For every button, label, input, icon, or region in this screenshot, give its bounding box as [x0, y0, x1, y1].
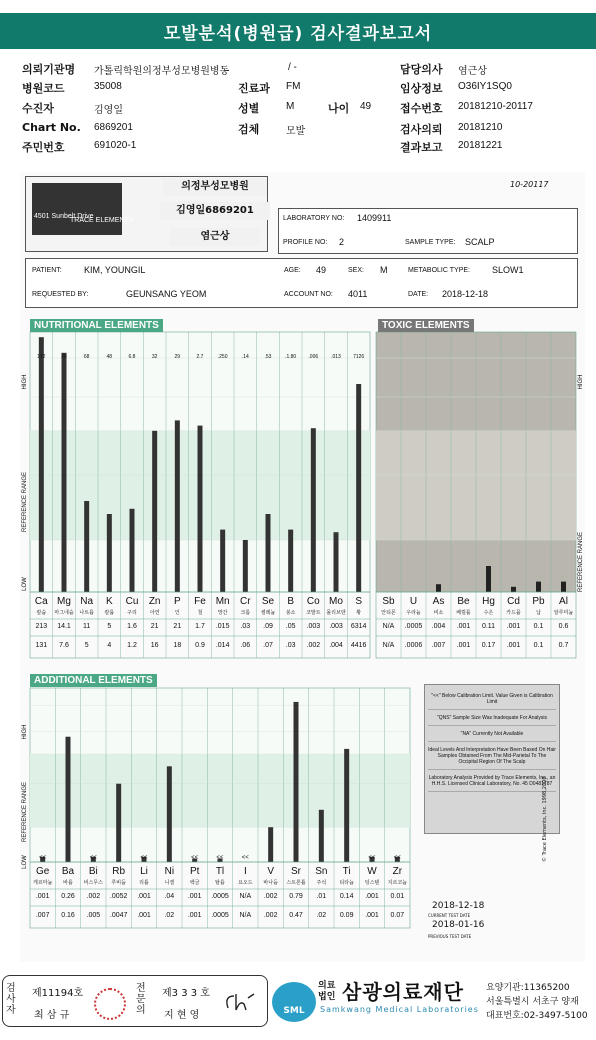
element-korean: 망간: [217, 610, 228, 616]
side-reference: REFERENCE RANGE: [22, 471, 28, 533]
element-korean: 칼륨: [104, 610, 115, 616]
tick-label: 29: [174, 354, 181, 360]
age-value: 49: [360, 101, 372, 112]
profile: 2: [339, 237, 345, 247]
bar-B: [288, 530, 293, 592]
current-value: 6314: [350, 623, 367, 630]
side-high: HIGH: [578, 374, 584, 390]
element-korean: 크롬: [240, 610, 251, 616]
below-limit-marker: <<: [39, 855, 47, 861]
previous-value: 4416: [350, 642, 367, 649]
previous-value: 0.1: [533, 642, 544, 649]
tick-label: .013: [331, 354, 341, 360]
element-symbol: Cd: [507, 596, 520, 607]
current-value: .002: [263, 893, 278, 900]
previous-value: 131: [35, 642, 48, 649]
tick-label: 2.7: [196, 354, 204, 360]
tick-label: .1.80: [285, 354, 297, 360]
current-value: .002: [86, 893, 101, 900]
element-korean: 텅스텐: [364, 880, 380, 886]
side-low: LOW: [22, 855, 28, 869]
header-value: 20181221: [458, 140, 503, 151]
tech-name: 최 삼 규: [34, 1010, 70, 1021]
element-symbol: Ni: [164, 866, 175, 877]
header-label: 병원코드: [22, 82, 65, 95]
previous-value: .001: [187, 912, 202, 919]
metabolic-label: METABOLIC TYPE:: [408, 267, 470, 274]
date-label: DATE:: [408, 291, 429, 298]
current-value: 21: [150, 623, 159, 630]
bar-Cr: [243, 540, 248, 592]
previous-date: 2018-01-16: [432, 920, 485, 930]
current-value: .001: [456, 623, 471, 630]
bar-Na: [84, 501, 89, 592]
element-symbol: Ca: [34, 596, 48, 607]
age-label: 나이: [328, 102, 350, 115]
logo-address: 4501 Sunbelt Drive: [34, 213, 94, 220]
previous-value: .002: [263, 912, 278, 919]
current-value: 1.6: [127, 623, 137, 630]
sex-label: SEX:: [348, 267, 364, 274]
element-symbol: Hg: [482, 596, 495, 607]
lab-no: 1409911: [357, 213, 392, 223]
element-symbol: Tl: [215, 866, 225, 877]
tick-label: 32: [151, 354, 158, 360]
sml-logo: SML: [272, 982, 316, 1022]
header-label: 담당의사: [400, 63, 443, 76]
current-value: 0.11: [481, 623, 496, 630]
element-symbol: Be: [457, 596, 470, 607]
spec-label: 전문의: [136, 983, 146, 1016]
section-nutritional: NUTRITIONAL ELEMENTS: [30, 319, 163, 332]
element-korean: 셀레늄: [260, 610, 276, 616]
current-value: N/A: [239, 893, 252, 900]
current-value: .001: [35, 893, 50, 900]
hair-analysis-scan: [20, 172, 585, 962]
stamp-patient: 김영일6869201: [160, 202, 270, 220]
element-symbol: Mg: [57, 596, 71, 607]
previous-value: N/A: [382, 642, 395, 649]
element-symbol: V: [267, 866, 275, 877]
current-value: .001: [137, 893, 151, 900]
tick-label: 7126: [353, 354, 365, 360]
element-korean: 리튬: [139, 880, 149, 886]
tick-label: .14: [241, 354, 249, 360]
sex: M: [380, 265, 388, 275]
header-label: 검사의뢰: [400, 123, 443, 136]
element-korean: 니켈: [164, 880, 175, 886]
note-item: "QNS" Sample Size Was Inadequate For Analysis: [428, 715, 556, 726]
element-korean: 구리: [127, 610, 137, 616]
patient-label: PATIENT:: [32, 267, 62, 274]
element-korean: 황: [356, 610, 362, 616]
profile-label: PROFILE NO:: [283, 239, 328, 246]
below-limit-marker: <<: [89, 855, 97, 861]
element-korean: 수은: [483, 610, 494, 616]
header-value: FM: [286, 81, 301, 92]
previous-value: .0005: [211, 912, 229, 919]
previous-value: .02: [164, 912, 175, 919]
element-korean: 탈륨: [215, 880, 225, 886]
previous-value: 0.7: [558, 642, 569, 649]
note-item: Laboratory Analysis Provided by Trace Elements, Inc., an H.H.S. Licensed Clinical Laboratory, No. 45 D0481787: [428, 775, 556, 792]
element-korean: 바나듐: [263, 880, 278, 886]
element-korean: 루비듐: [111, 880, 126, 886]
org-name: 삼광의료재단: [342, 980, 464, 1004]
element-korean: 비소: [433, 610, 444, 616]
side-reference: REFERENCE RANGE: [578, 531, 584, 593]
current-value: 21: [173, 623, 182, 630]
header-value: 20181210-20117: [458, 101, 533, 112]
bar-S: [356, 384, 361, 592]
element-korean: 코발트: [306, 610, 321, 616]
previous-value: 5: [84, 642, 89, 649]
bar-Co: [311, 428, 316, 592]
bar-Rb: [116, 784, 121, 862]
stamp-hospital: 의정부성모병원: [163, 178, 267, 196]
header-label: 주민번호: [22, 141, 65, 154]
element-symbol: Sr: [291, 866, 301, 877]
element-symbol: As: [432, 596, 445, 607]
previous-value: .06: [240, 642, 251, 649]
current-value: 0.79: [289, 893, 303, 900]
element-korean: 나트륨: [79, 610, 94, 616]
bar-Cu: [130, 509, 135, 592]
sample-label: SAMPLE TYPE:: [405, 239, 456, 246]
element-korean: 베릴륨: [456, 610, 471, 616]
element-korean: 납: [536, 610, 541, 616]
header-label: 성별: [238, 102, 260, 115]
element-symbol: S: [355, 596, 363, 607]
below-limit-marker: <<: [191, 855, 199, 861]
logo-text: TRACE ELEMENTS: [70, 217, 134, 224]
bar-Zn: [152, 431, 157, 592]
notes-box: [424, 684, 560, 834]
current-value: N/A: [382, 623, 395, 630]
element-korean: 바륨: [63, 880, 73, 886]
element-korean: 티타늄: [339, 880, 354, 886]
element-symbol: Na: [80, 596, 94, 607]
element-korean: 우라늄: [406, 610, 421, 616]
patient: KIM, YOUNGIL: [84, 265, 146, 275]
bar-Sn: [319, 810, 324, 862]
tick-label: 20: [61, 354, 67, 360]
header-label: 임상정보: [400, 82, 443, 95]
previous-value: .002: [306, 642, 321, 649]
previous-value: 18: [173, 642, 182, 649]
previous-value: .07: [263, 642, 273, 649]
bar-Mg: [62, 353, 67, 592]
element-korean: 스트론튬: [286, 880, 306, 886]
current-value: 0.26: [61, 893, 75, 900]
previous-value: 7.6: [59, 642, 69, 649]
tick-label: .250: [217, 354, 228, 360]
bar-Cd: [511, 587, 516, 592]
previous-value: .007: [431, 642, 446, 649]
current-label: CURRENT TEST DATE: [428, 913, 471, 918]
previous-value: .007: [35, 912, 50, 919]
signature-icon: [222, 990, 258, 1016]
current-value: .04: [164, 893, 175, 900]
current-value: .0052: [109, 893, 128, 900]
bar-Sr: [294, 702, 299, 862]
note-item: "NA" Currently Not Available: [428, 731, 556, 742]
header-value: M: [286, 101, 295, 112]
tick-label: 172: [37, 354, 46, 360]
element-korean: 몰리브덴: [326, 610, 346, 616]
current-value: .003: [329, 623, 343, 630]
element-symbol: Mn: [215, 596, 230, 607]
element-korean: 비스무스: [83, 880, 103, 886]
side-high: HIGH: [22, 724, 28, 740]
date: 2018-12-18: [442, 289, 489, 299]
header-label: 의뢰기관명: [22, 63, 76, 76]
requested: GEUNSANG YEOM: [126, 289, 207, 299]
current-value: 1.7: [195, 623, 205, 630]
below-limit-marker: <<: [393, 855, 401, 861]
element-symbol: Zn: [148, 596, 161, 607]
element-korean: 지르코늄: [387, 880, 407, 886]
element-symbol: Co: [306, 596, 320, 607]
current-value: .0005: [211, 893, 229, 900]
previous-label: PREVIOUS TEST DATE: [428, 934, 472, 939]
header-value: 김영일: [94, 105, 123, 116]
bar-Pb: [536, 582, 541, 592]
element-symbol: Sn: [315, 866, 328, 877]
previous-value: N/A: [239, 912, 252, 919]
bar-K: [107, 514, 112, 592]
element-korean: 안티몬: [381, 610, 396, 616]
bar-Ni: [167, 766, 172, 862]
account-label: ACCOUNT NO:: [284, 291, 333, 298]
element-symbol: U: [409, 596, 418, 607]
below-limit-marker: <<: [241, 855, 249, 861]
header-label: 접수번호: [400, 102, 443, 115]
previous-value: 0.17: [481, 642, 496, 649]
seal-icon: [94, 988, 126, 1020]
spec-no: 제3 3 3 호: [162, 988, 210, 999]
element-symbol: Se: [261, 596, 275, 607]
previous-value: 0.07: [390, 912, 405, 919]
ward-value: / -: [288, 62, 297, 73]
previous-value: 0.09: [339, 912, 354, 919]
current-value: .001: [365, 893, 379, 900]
tick-label: 48: [106, 354, 113, 360]
element-korean: 붕소: [285, 610, 296, 616]
element-symbol: Al: [559, 596, 568, 607]
stamp-doctor: 염근상: [170, 228, 260, 246]
org-code: 요양기관:11365200: [486, 983, 570, 993]
handwritten-id: 10-20117: [510, 180, 549, 189]
tick-label: 68: [83, 354, 90, 360]
previous-value: 4: [107, 642, 112, 649]
previous-value: 0.47: [289, 912, 303, 919]
element-symbol: W: [367, 866, 377, 877]
reference-band: [30, 754, 410, 827]
previous-value: .001: [506, 642, 521, 649]
element-symbol: Cu: [125, 596, 139, 607]
org-phone: 대표번호:02-3497-5100: [486, 1011, 588, 1021]
current-value: .03: [240, 623, 251, 630]
previous-value: .0006: [404, 642, 423, 649]
element-symbol: Rb: [112, 866, 126, 877]
age-label: AGE:: [284, 267, 301, 274]
previous-value: .02: [316, 912, 327, 919]
previous-value: .001: [365, 912, 379, 919]
current-value: .01: [316, 893, 327, 900]
bar-P: [175, 420, 180, 592]
element-symbol: P: [173, 596, 181, 607]
current-value: 0.01: [390, 893, 405, 900]
bar-Mo: [334, 532, 339, 592]
metabolic: SLOW1: [492, 265, 524, 275]
element-korean: 인: [174, 610, 180, 616]
header-label: 검체: [238, 123, 260, 136]
notes-list: [428, 693, 556, 792]
side-reference: REFERENCE RANGE: [22, 781, 28, 843]
element-korean: 백금: [189, 880, 200, 886]
bar-Mn: [220, 530, 225, 592]
current-value: .001: [187, 893, 202, 900]
element-korean: 주석: [316, 880, 327, 886]
report-title: 모발분석(병원급) 검사결과보고서: [0, 13, 596, 49]
header-value: 모발: [286, 126, 306, 137]
current-value: 5: [107, 623, 112, 630]
element-korean: 마그네슘: [54, 610, 74, 616]
element-symbol: Pb: [532, 596, 545, 607]
current-date: 2018-12-18: [432, 901, 485, 911]
previous-value: .001: [137, 912, 151, 919]
current-value: .003: [306, 623, 321, 630]
tick-label: 6.8: [128, 354, 136, 360]
current-value: .05: [285, 623, 296, 630]
element-korean: 카드뮴: [506, 610, 521, 616]
org-address: 서울특별시 서초구 양재: [486, 997, 579, 1007]
requested-label: REQUESTED BY:: [32, 291, 89, 298]
header-label: 진료과: [238, 82, 270, 95]
element-symbol: Zr: [392, 866, 403, 877]
element-korean: 철: [197, 610, 203, 616]
element-symbol: Ge: [35, 866, 50, 877]
header-label: 결과보고: [400, 141, 443, 154]
header-label: 수진자: [22, 102, 54, 115]
bar-Se: [266, 514, 271, 592]
bar-Ca: [39, 337, 44, 592]
current-value: .004: [431, 623, 446, 630]
bar-Ti: [344, 749, 349, 862]
previous-value: .014: [215, 642, 230, 649]
side-high: HIGH: [22, 374, 28, 390]
current-value: 0.14: [339, 893, 354, 900]
element-symbol: B: [287, 596, 295, 607]
bar-V: [268, 827, 273, 862]
previous-value: 0.9: [195, 642, 205, 649]
element-symbol: Fe: [194, 596, 206, 607]
age: 49: [316, 265, 327, 275]
side-low: LOW: [22, 577, 28, 591]
bar-As: [436, 584, 441, 592]
previous-value: .03: [285, 642, 296, 649]
tech-no: 제11194호: [32, 988, 84, 999]
current-value: .015: [215, 623, 230, 630]
bar-Fe: [198, 426, 203, 592]
header-value: 20181210: [458, 122, 503, 133]
header-value: 가톨릭학원의정부성모병원병동: [94, 66, 230, 77]
header-value: 35008: [94, 81, 122, 92]
charts-svg: [20, 172, 585, 962]
current-value: .09: [263, 623, 273, 630]
previous-value: 0.16: [61, 912, 75, 919]
current-value: 213: [35, 623, 48, 630]
header-value: O36IY1SQ0: [458, 81, 512, 92]
bar-Ba: [66, 737, 71, 862]
previous-value: 16: [150, 642, 159, 649]
element-korean: 아연: [149, 610, 160, 616]
spec-name: 지 현 영: [164, 1010, 200, 1021]
element-symbol: Li: [140, 866, 148, 877]
tech-label: 검사자: [6, 983, 16, 1016]
element-symbol: Ti: [342, 866, 351, 877]
element-korean: 칼슘: [36, 610, 47, 616]
current-value: 0.1: [533, 623, 544, 630]
element-symbol: Bi: [88, 866, 98, 877]
tick-label: .53: [264, 354, 272, 360]
previous-value: 1.2: [127, 642, 137, 649]
below-limit-marker: <<: [140, 855, 148, 861]
element-korean: 요오드: [238, 880, 253, 886]
previous-value: .0047: [109, 912, 128, 919]
element-symbol: I: [243, 866, 247, 877]
below-limit-marker: <<: [216, 855, 224, 861]
section-toxic: TOXIC ELEMENTS: [378, 319, 474, 332]
element-symbol: Mo: [329, 596, 343, 607]
lab-no-label: LABORATORY NO:: [283, 215, 345, 222]
element-korean: 게르마늄: [33, 880, 53, 886]
current-value: .001: [506, 623, 521, 630]
element-symbol: K: [105, 596, 113, 607]
org-prefix: 의료법인: [318, 981, 336, 1002]
copyright: © Trace Elements, Inc. 1998,2000: [542, 776, 548, 862]
previous-value: .005: [86, 912, 101, 919]
current-value: 14.1: [57, 623, 71, 630]
org-en: Samkwang Medical Laboratories: [320, 1005, 479, 1014]
previous-value: .004: [329, 642, 343, 649]
element-korean: 알루미늄: [553, 610, 574, 616]
previous-value: .001: [456, 642, 471, 649]
element-symbol: Pt: [189, 866, 200, 877]
header-value: 6869201: [94, 122, 133, 133]
sample: SCALP: [465, 237, 495, 247]
header-value: 염근상: [458, 66, 487, 77]
current-value: 11: [83, 623, 91, 630]
account: 4011: [348, 289, 368, 299]
element-symbol: Sb: [382, 596, 395, 607]
element-symbol: Cr: [240, 596, 251, 607]
note-item: "<<" Below Calibration Limit. Value Given is Calibration Limit: [428, 693, 556, 710]
header-value: 691020-1: [94, 140, 137, 151]
bar-Hg: [486, 566, 491, 592]
section-additional: ADDITIONAL ELEMENTS: [30, 674, 157, 687]
current-value: .0005: [404, 623, 423, 630]
tick-label: .006: [308, 354, 319, 360]
element-symbol: Ba: [61, 866, 75, 877]
header-label: Chart No.: [22, 121, 81, 134]
note-item: Ideal Levels And Interpretation Have Been Based On Hair Samples Obtained From The Mid-Parietal To The Occipital Region Of The Scalp: [428, 747, 556, 770]
below-limit-marker: <<: [368, 855, 376, 861]
current-value: 0.6: [558, 623, 569, 630]
bar-Al: [561, 582, 566, 592]
